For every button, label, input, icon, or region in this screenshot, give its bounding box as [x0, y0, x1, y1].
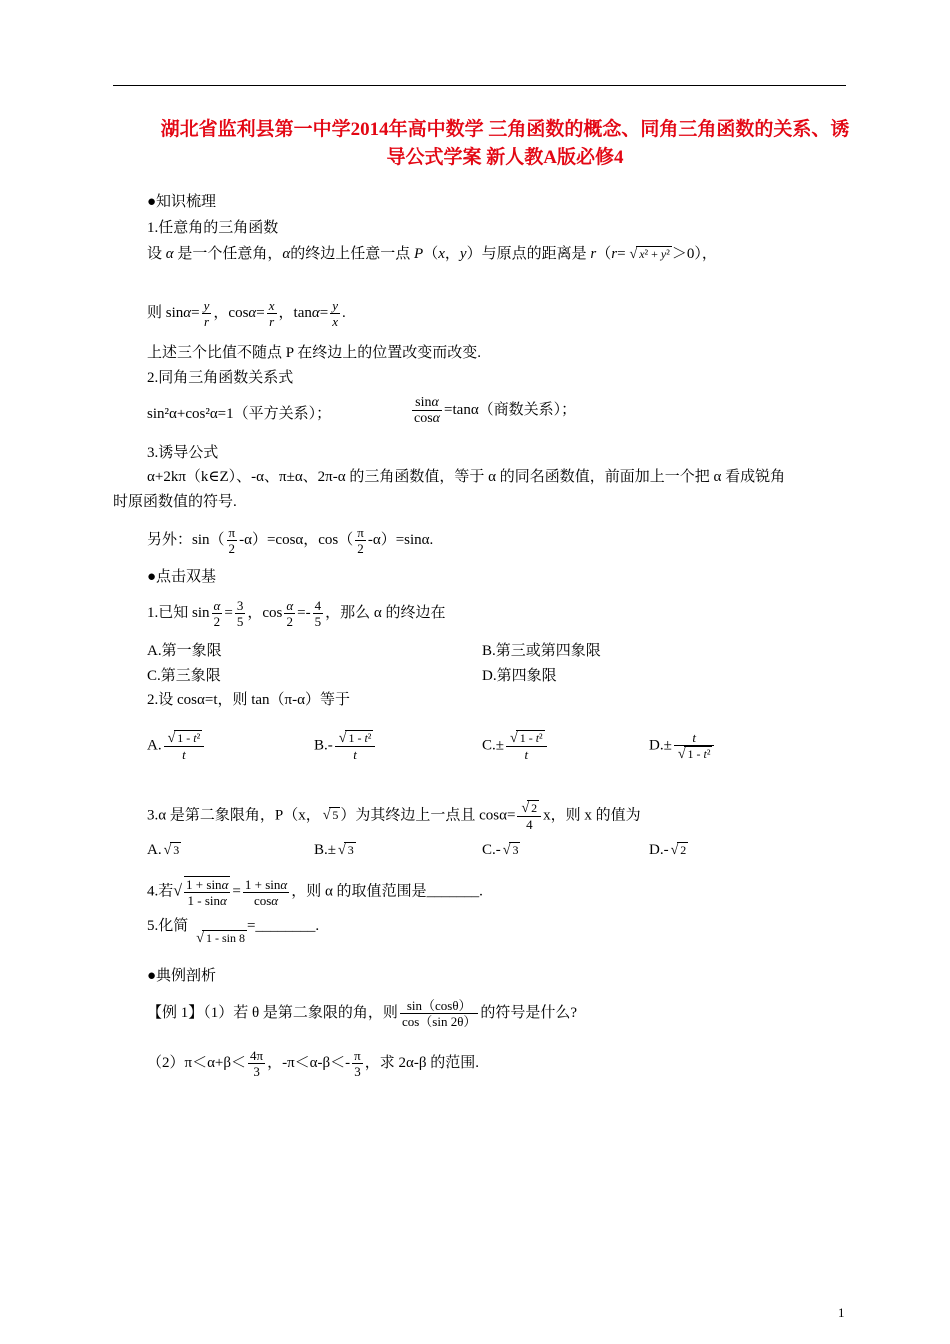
- s3-line1: α+2kπ（k∈Z）、-α、π±α、2π-α 的三角函数值，等于 α 的同名函数值，前面加上一个把 α 看成锐角: [147, 469, 786, 485]
- s2-line-a: sin²α+cos²α=1（平方关系）；: [147, 406, 332, 422]
- q1-option-a: A.第一象限: [147, 643, 222, 659]
- s1-line1: 设 α 是一个任意角，α的终边上任意一点 P（x，y）与原点的距离是 r（r=√ x² + y² ＞0），: [147, 244, 717, 264]
- q5: 5.化简√ 1 - sin 8=________.: [147, 916, 319, 936]
- q2-option-a: A. √ $\frac{\text{1 - t²}}{t}$: [147, 730, 206, 762]
- s3-heading: 3.诱导公式: [147, 445, 219, 461]
- q1: 1.已知 sin $\frac{\alpha}{2}$ = $\frac{3}{5}$ ，cos $\frac{\alpha}{2}$ =- $\frac{4}{5}$ ，那么 α 的终边在: [147, 598, 446, 629]
- page-title: 湖北省监利县第一中学2014年高中数学 三角函数的概念、同角三角函数的关系、诱导公式学案 新人教A版必修4: [160, 119, 850, 168]
- q3-option-d: D.-√ 2: [649, 840, 688, 860]
- s1-heading: 1.任意角的三角函数: [147, 220, 279, 236]
- q4: 4.若√ $\frac{1 + \sin\alpha}{1 - \sin\alpha}$ = $\frac{1 + \sin\alpha}{\cos\alpha}$ ，则 α 的取值范围是_______.: [147, 876, 483, 908]
- s2-heading: 2.同角三角函数关系式: [147, 370, 294, 386]
- s3-line3: 另外：sin（ $\frac{\pi}{2}$ -α）=cosα，cos（ $\frac{\pi}{2}$ -α）=sinα.: [147, 525, 434, 556]
- example1-part2: （2）π＜α+β＜ $\frac{4\pi}{3}$ ，-π＜α-β＜- $\frac{\pi}{3}$ ，求 2α-β 的范围.: [147, 1048, 479, 1079]
- q1-option-d: D.第四象限: [482, 668, 557, 684]
- s3-line2: 时原函数值的符号.: [113, 494, 237, 510]
- q2: 2.设 cosα=t，则 tan（π-α）等于: [147, 692, 350, 708]
- header-rule: [113, 85, 846, 86]
- q2-option-d: D.± t √ 1 - t²: [649, 730, 716, 762]
- q2-option-c: C.± √ $\frac{\text{1 - t²}}{t}$: [482, 730, 549, 762]
- s2-line-b: $\frac{\sin\alpha}{\cos\alpha}$ =tanα（商数关系）；: [414, 395, 577, 426]
- section-examples: ●典例剖析: [147, 968, 217, 984]
- example1-part1: 【例 1】（1）若 θ 是第二象限的角，则 $\frac{\sin(\cos\theta)}{\cos(\sin 2\theta)}$ 的符号是什么?: [147, 998, 578, 1029]
- q1-option-b: B.第三或第四象限: [482, 643, 601, 659]
- q3-option-a: A.√ 3: [147, 840, 181, 860]
- q1-option-c: C.第三象限: [147, 668, 221, 684]
- q3-option-c: C.-√ 3: [482, 840, 520, 860]
- q3: 3.α 是第二象限角，P（x，√ 5 ）为其终边上一点且 cosα= √ $\frac{2}{4}$ x，则 x 的值为: [147, 800, 641, 832]
- section-basics: ●点击双基: [147, 569, 217, 585]
- s1-line3: 上述三个比值不随点 P 在终边上的位置改变而改变.: [147, 345, 482, 361]
- section-knowledge: ●知识梳理: [147, 194, 217, 210]
- page-number: 1: [838, 1305, 845, 1320]
- s1-line2: 则 sinα= $\frac{y}{r}$ ，cosα= $\frac{x}{r}$ ，tanα= $\frac{y}{x}$ .: [147, 298, 346, 329]
- q3-option-b: B.±√ 3: [314, 840, 356, 860]
- q2-option-b: B.- √ $\frac{\text{1 - t²}}{t}$: [314, 730, 377, 762]
